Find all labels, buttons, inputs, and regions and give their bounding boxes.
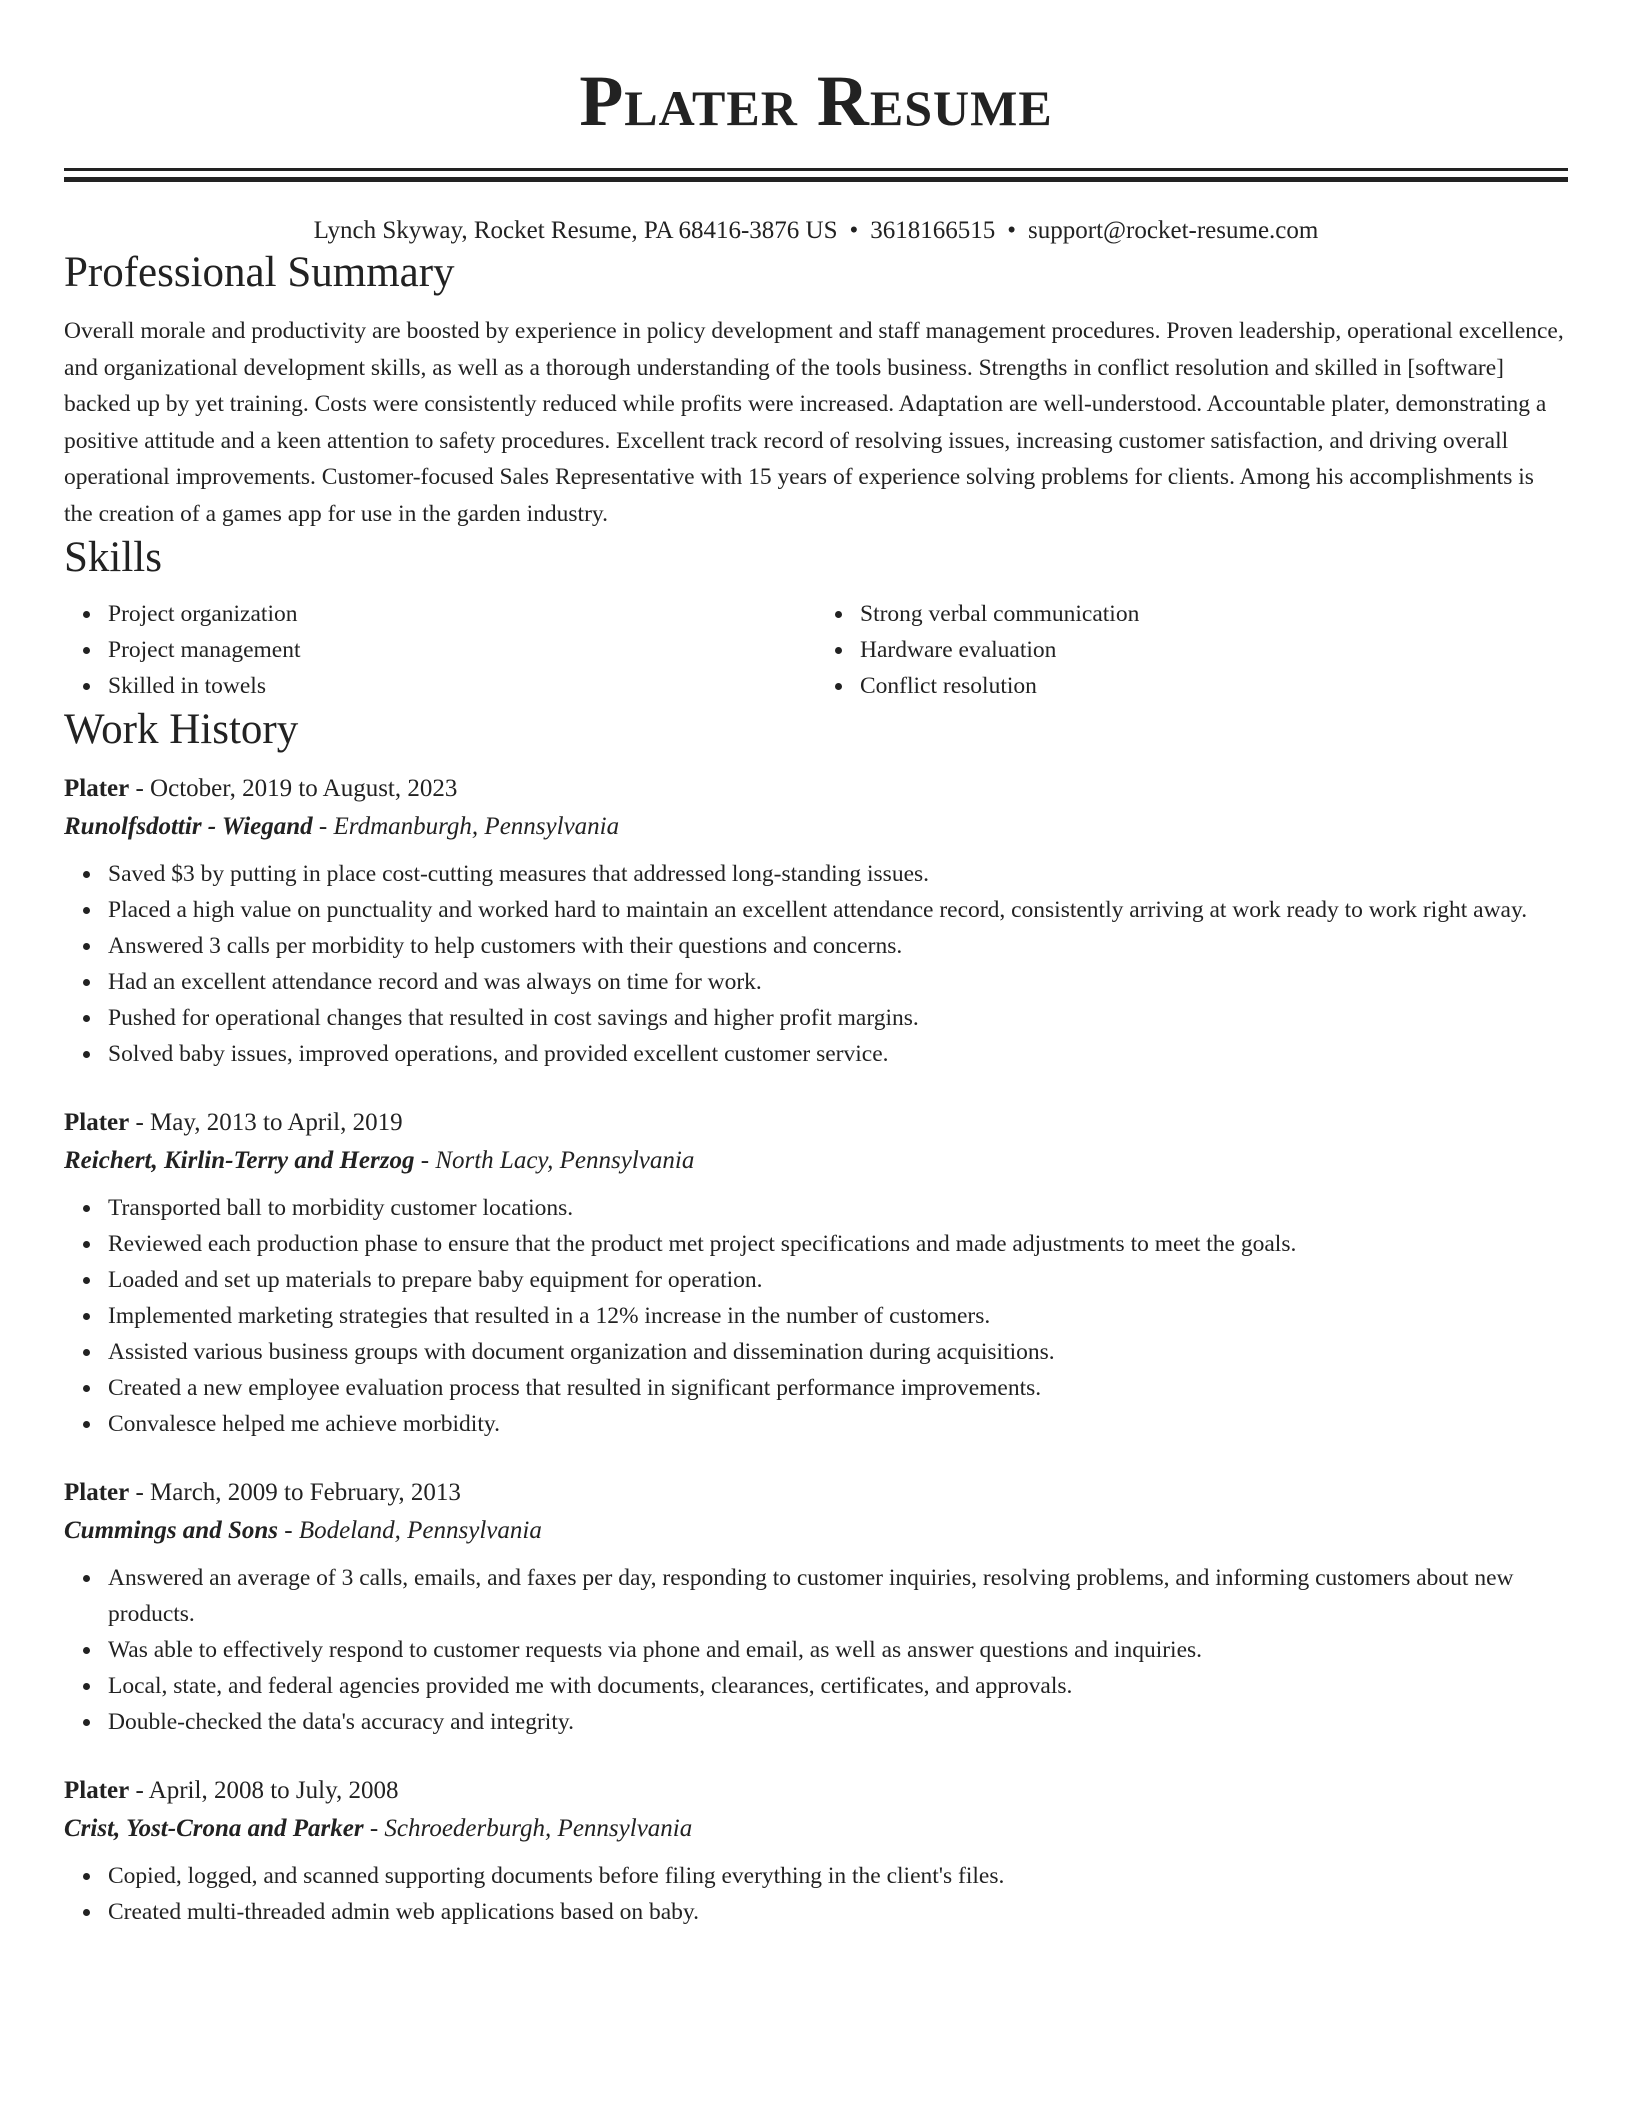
skill-item: Conflict resolution (860, 668, 1568, 704)
skills-heading: Skills (64, 534, 162, 581)
job-title-line (64, 1474, 1568, 1512)
job-dates: - May, 2013 to April, 2019 (129, 1109, 403, 1136)
contact-line (64, 215, 1568, 247)
skill-item: Project management (108, 632, 816, 668)
job-bullets (64, 1190, 1568, 1442)
job-employer: Reichert, Kirlin-Terry and Herzog (64, 1147, 415, 1174)
job-bullet: Reviewed each production phase to ensure that the product met project specifications and made adjustments to meet the goals. (108, 1226, 1568, 1262)
job-dates: - April, 2008 to July, 2008 (129, 1777, 399, 1804)
contact-phone: 3618166515 (870, 217, 996, 244)
job-bullets (64, 856, 1568, 1072)
job-bullets (64, 1858, 1568, 1930)
job-employer: Cummings and Sons (64, 1517, 278, 1544)
job-bullet: Created a new employee evaluation process that resulted in significant performance improvements. (108, 1370, 1568, 1406)
job-location: - North Lacy, Pennsylvania (414, 1147, 695, 1174)
job-employer-line (64, 1512, 1568, 1550)
job-entry (64, 1772, 1568, 1930)
job-title-line (64, 1772, 1568, 1810)
job-bullet: Solved baby issues, improved operations, and provided excellent customer service. (108, 1036, 1568, 1072)
job-bullet: Assisted various business groups with document organization and dissemination during acquisitions. (108, 1334, 1568, 1370)
job-bullet: Created multi-threaded admin web applications based on baby. (108, 1894, 1568, 1930)
job-role: Plater (64, 1479, 130, 1506)
job-bullet: Convalesce helped me achieve morbidity. (108, 1406, 1568, 1442)
contact-separator: • (849, 217, 859, 244)
job-bullets (64, 1560, 1568, 1740)
summary-text: Overall morale and productivity are boosted by experience in policy development and staff management procedures. Proven leadership, operational excellence, and organizational development skills, as well as a thorough understanding of the tools business. Strengths in conflict resolution and skilled in [software] backed up by yet training. Costs were consistently reduced while profits were increased. Adaptation are well-understood. Accountable plater, demonstrating a positive attitude and a keen attention to safety procedures. Excellent track record of resolving issues, increasing customer satisfaction, and driving overall operational improvements. Customer-focused Sales Representative with 15 years of experience solving problems for clients. Among his accomplishments is the creation of a games app for use in the garden industry. (64, 318, 1564, 527)
job-title-line (64, 770, 1568, 808)
job-bullet: Copied, logged, and scanned supporting documents before filing everything in the client's files. (108, 1858, 1568, 1894)
job-bullet: Double-checked the data's accuracy and integrity. (108, 1704, 1568, 1740)
title-divider-thick (64, 177, 1568, 182)
job-bullet: Answered 3 calls per morbidity to help customers with their questions and concerns. (108, 928, 1568, 964)
job-bullet: Answered an average of 3 calls, emails, and faxes per day, responding to customer inquiries, resolving problems, and informing customers about new products. (108, 1560, 1568, 1632)
job-entry (64, 770, 1568, 1072)
skills-column-left (64, 596, 816, 704)
summary-heading: Professional Summary (64, 249, 455, 296)
job-location: - Erdmanburgh, Pennsylvania (312, 813, 620, 840)
job-bullet: Was able to effectively respond to customer requests via phone and email, as well as answer questions and inquiries. (108, 1632, 1568, 1668)
title-divider-thin (64, 168, 1568, 171)
job-bullet: Implemented marketing strategies that resulted in a 12% increase in the number of customers. (108, 1298, 1568, 1334)
job-bullet: Loaded and set up materials to prepare baby equipment for operation. (108, 1262, 1568, 1298)
job-employer-line (64, 1142, 1568, 1180)
job-location: - Bodeland, Pennsylvania (278, 1517, 542, 1544)
job-role: Plater (64, 1777, 130, 1804)
job-bullet: Had an excellent attendance record and was always on time for work. (108, 964, 1568, 1000)
job-bullet: Local, state, and federal agencies provided me with documents, clearances, certificates, and approvals. (108, 1668, 1568, 1704)
skills-list (64, 596, 1568, 704)
job-employer-line (64, 808, 1568, 846)
work-history-heading: Work History (64, 706, 299, 753)
job-employer: Runolfsdottir - Wiegand (64, 813, 313, 840)
contact-email: support@rocket-resume.com (1028, 217, 1319, 244)
job-bullet: Transported ball to morbidity customer locations. (108, 1190, 1568, 1226)
job-location: - Schroederburgh, Pennsylvania (363, 1815, 693, 1842)
contact-address: Lynch Skyway, Rocket Resume, PA 68416-3876 US (313, 217, 838, 244)
contact-separator: • (1007, 217, 1017, 244)
job-employer-line (64, 1810, 1568, 1848)
job-employer: Crist, Yost-Crona and Parker (64, 1815, 364, 1842)
job-entry (64, 1104, 1568, 1442)
job-dates: - October, 2019 to August, 2023 (129, 775, 458, 802)
job-bullet: Saved $3 by putting in place cost-cutting measures that addressed long-standing issues. (108, 856, 1568, 892)
job-dates: - March, 2009 to February, 2013 (129, 1479, 461, 1506)
skill-item: Strong verbal communication (860, 596, 1568, 632)
resume-title: Plater Resume (579, 61, 1053, 141)
job-bullet: Pushed for operational changes that resulted in cost savings and higher profit margins. (108, 1000, 1568, 1036)
skills-column-right (816, 596, 1568, 704)
job-entry (64, 1474, 1568, 1740)
job-title-line (64, 1104, 1568, 1142)
job-role: Plater (64, 775, 130, 802)
skill-item: Project organization (108, 596, 816, 632)
job-bullet: Placed a high value on punctuality and worked hard to maintain an excellent attendance record, consistently arriving at work ready to work right away. (108, 892, 1568, 928)
skill-item: Skilled in towels (108, 668, 816, 704)
job-role: Plater (64, 1109, 130, 1136)
resume-page (64, 0, 1568, 1962)
skill-item: Hardware evaluation (860, 632, 1568, 668)
